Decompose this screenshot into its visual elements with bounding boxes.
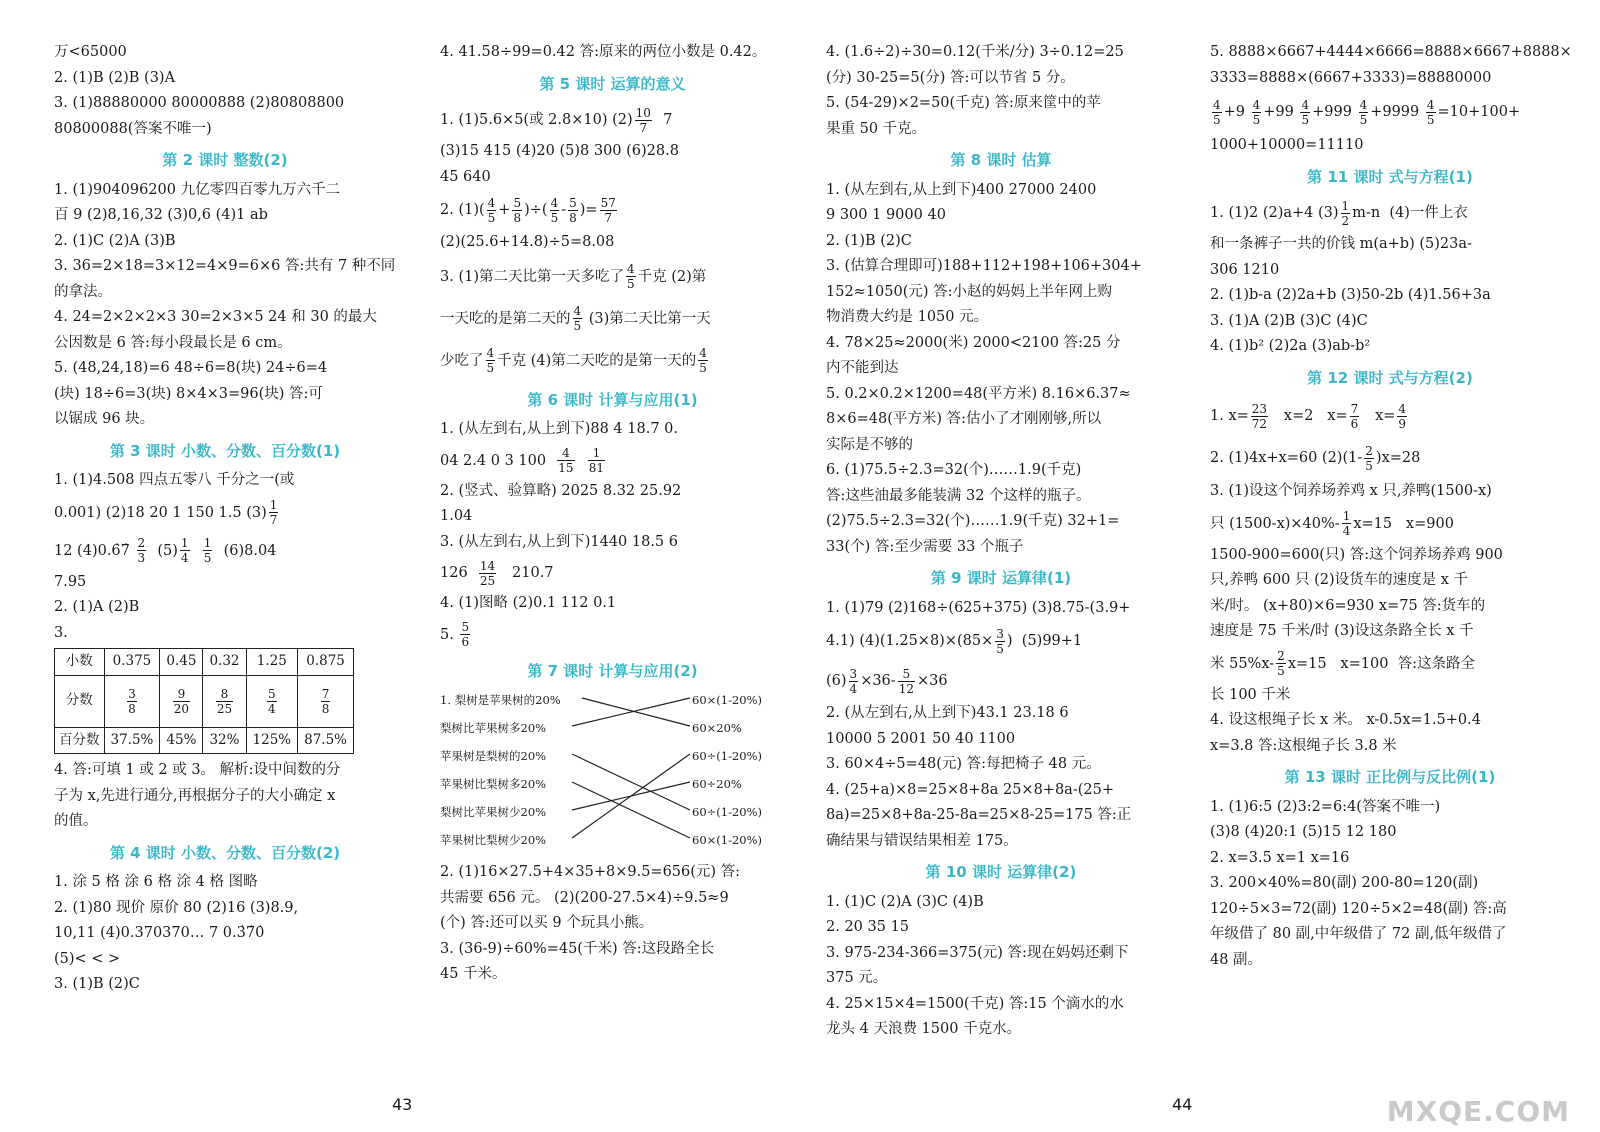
- fraction: $\frac{7}{6}$: [1350, 401, 1359, 431]
- fraction: $\frac{9}{20}$: [173, 686, 190, 716]
- lesson-heading: 第 11 课时 式与方程(1): [1307, 167, 1473, 186]
- match-left-item: 梨树比苹果树多20%: [440, 721, 547, 735]
- answer-line: 2. (1)80 现价 原价 80 (2)16 (3)8.9,: [54, 899, 299, 916]
- answer-line: (2)(25.6+14.8)÷5=8.08: [440, 234, 615, 250]
- answer-line: 80800088(答案不唯一): [54, 120, 212, 137]
- lesson-heading: 第 10 课时 运算律(2): [925, 863, 1077, 881]
- fraction: $\frac{7}{8}$: [321, 686, 330, 716]
- answer-line: 确结果与错误结果相差 175。: [826, 832, 1018, 849]
- answer-line: 2. (1)B (2)B (3)A: [54, 69, 176, 86]
- answer-line: 4.1) (4)(1.25×8)×(85× $\frac{3}{5}$ ) (5)99+1: [826, 626, 1083, 656]
- answer-line: 4. 41.58÷99=0.42 答:原来的两位小数是 0.42。: [440, 44, 767, 60]
- answer-line: 2. 20 35 15: [826, 919, 910, 935]
- column-3: [826, 40, 1176, 1043]
- lesson-heading: 第 12 课时 式与方程(2): [1307, 368, 1473, 387]
- answer-line: 5. 0.2×0.2×1200=48(平方米) 8.16×6.37≈: [826, 385, 1131, 402]
- answer-line: 内不能到达: [826, 360, 899, 376]
- answer-line: 2. (1)B (2)C: [826, 232, 912, 249]
- answer-line: 年级借了 80 副,中年级借了 72 副,低年级借了: [1210, 926, 1507, 942]
- table-row: 分数 $\frac{3}{8}$ $\frac{9}{20}$ $\frac{8}{25}$ $\frac{5}{4}$ $\frac{7}{8}$: [55, 675, 354, 727]
- answer-line: (3)8 (4)20:1 (5)15 12 180: [1210, 824, 1397, 840]
- answer-line: 1. (从左到右,从上到下)88 4 18.7 0.: [440, 421, 678, 437]
- answer-line: 3. (1)88880000 80000888 (2)80808800: [54, 95, 345, 111]
- match-left-item: 梨树比苹果树少20%: [440, 805, 547, 819]
- answer-line: 1. (1)4.508 四点五零八 千分之一(或: [54, 472, 295, 488]
- fraction: $\frac{4}{5}$: [1213, 97, 1221, 127]
- answer-line: 少吃了 $\frac{4}{5}$ 千克 (4)第二天吃的是第一天的 $\frac{4}{5}$: [440, 346, 707, 375]
- lesson-heading: 第 13 课时 正比例与反比例(1): [1284, 768, 1496, 786]
- fraction: $\frac{4}{15}$: [558, 446, 574, 475]
- watermark: MXQE.COM: [1386, 1094, 1570, 1128]
- lesson-heading: 第 3 课时 小数、分数、百分数(1): [109, 441, 341, 460]
- lesson-heading: 第 7 课时 计算与应用(2): [527, 661, 698, 680]
- answer-line: 2. (1)( $\frac{4}{5}$ + $\frac{5}{8}$ )÷( $\frac{4}{5}$ - $\frac{5}{8}$ )= $\frac{57}{7}$: [440, 195, 616, 225]
- answer-line: 0.001) (2)18 20 1 150 1.5 (3) $\frac{1}{7}$: [54, 498, 278, 527]
- match-right-item: 60÷20%: [692, 777, 742, 791]
- answer-line: 1. (1)79 (2)168÷(625+375) (3)8.75-(3.9+: [826, 599, 1131, 616]
- fraction: $\frac{1}{81}$: [588, 446, 605, 475]
- fraction: $\frac{3}{8}$: [128, 686, 136, 716]
- answer-line: 8×6=48(平方米) 答:估小了才刚刚够,所以: [826, 411, 1102, 427]
- fraction: $\frac{1}{5}$: [203, 536, 212, 565]
- answer-line: 百 9 (2)8,16,32 (3)0,6 (4)1 ab: [54, 207, 268, 223]
- answer-line: 3. (1)设这个饲养场养鸡 x 只,养鸭(1500-x): [1210, 483, 1492, 499]
- answer-line: 3. (从左到右,从上到下)1440 18.5 6: [440, 533, 678, 550]
- answer-line: 152≈1050(元) 答:小赵的妈妈上半年网上购: [826, 283, 1113, 300]
- answer-line: 4. 设这根绳子长 x 米。 x-0.5x=1.5+0.4: [1210, 712, 1481, 728]
- fraction: $\frac{1}{4}$: [1342, 509, 1351, 538]
- answer-line: 3. 60×4÷5=48(元) 答:每把椅子 48 元。: [826, 756, 1101, 772]
- answer-line: (3)15 415 (4)20 (5)8 300 (6)28.8: [440, 143, 679, 159]
- answer-line: x=3.8 答:这根绳子长 3.8 米: [1210, 737, 1397, 754]
- conversion-table: [54, 648, 354, 754]
- fraction: $\frac{4}{5}$: [573, 304, 582, 333]
- fraction: $\frac{4}{5}$: [1252, 97, 1261, 127]
- answer-line: 5. $\frac{5}{6}$: [440, 620, 470, 649]
- answer-line: 4. 答:可填 1 或 2 或 3。 解析:设中间数的分: [54, 762, 341, 778]
- fraction: $\frac{4}{5}$: [487, 195, 496, 225]
- fraction: $\frac{1}{2}$: [1341, 198, 1350, 228]
- answer-line: 10,11 (4)0.370370… 7 0.3̇7̇0̇: [54, 925, 265, 941]
- match-left-item: 苹果树比梨树少20%: [440, 833, 547, 847]
- answer-line: 长 100 千米: [1210, 686, 1291, 703]
- fraction: $\frac{23}{72}$: [1251, 401, 1268, 431]
- answer-line: 10000 5 2001 50 40 1100: [826, 730, 1016, 747]
- answer-line: 5. (54-29)×2=50(千克) 答:原来筐中的苹: [826, 95, 1101, 111]
- lesson-heading: 第 5 课时 运算的意义: [539, 74, 686, 93]
- answer-line: 375 元。: [826, 970, 888, 986]
- answer-line: 1.04: [440, 508, 473, 524]
- fraction: $\frac{4}{5}$: [550, 195, 559, 225]
- answer-line: 2. x=3.5 x=1 x=16: [1210, 849, 1350, 866]
- answer-line: 126 $\frac{14}{25}$ 210.7: [440, 558, 554, 588]
- answer-line: 33(个) 答:至少需要 33 个瓶子: [826, 538, 1024, 555]
- fraction: $\frac{3}{5}$: [996, 626, 1004, 656]
- answer-line: 4. 24=2×2×2×3 30=2×3×5 24 和 30 的最大: [54, 309, 377, 325]
- answer-line: 公因数是 6 答:每小段最长是 6 cm。: [54, 334, 292, 351]
- answer-line: 2. (1)C (2)A (3)B: [54, 232, 176, 249]
- lesson-heading: 第 8 课时 估算: [950, 151, 1052, 169]
- fraction: $\frac{57}{7}$: [600, 195, 616, 225]
- column-4: [1210, 40, 1570, 973]
- match-right-item: 60×(1-20%): [692, 833, 763, 847]
- answer-line: 5. 8888×6667+4444×6666=8888×6667+8888×: [1210, 44, 1572, 60]
- matching-exercise: [440, 688, 785, 856]
- answer-line: 以锯成 96 块。: [54, 411, 155, 427]
- answer-line: 3. (1)B (2)C: [54, 976, 140, 992]
- answer-line: 2. (1)b-a (2)2a+b (3)50-2b (4)1.56+3a: [1210, 287, 1491, 303]
- answer-line: 3. (估算合理即可)188+112+198+106+304+: [826, 258, 1142, 274]
- table-row: 百分数 37.5% 45% 32% 125% 87.5%: [55, 727, 354, 754]
- answer-line: 只,养鸭 600 只 (2)设货车的速度是 x 千: [1210, 572, 1469, 588]
- fraction: $\frac{14}{25}$: [479, 558, 496, 588]
- fraction: $\frac{5}{6}$: [461, 620, 470, 649]
- answer-line: (2)75.5÷2.3=32(个)……1.9(千克) 32+1=: [826, 513, 1120, 529]
- answer-line: 4. (25+a)×8=25×8+8a 25×8+8a-(25+: [826, 781, 1114, 798]
- answer-line: 2. (竖式、验算略) 2025 8.32 25.92: [440, 482, 682, 499]
- answer-line: 1500-900=600(只) 答:这个饲养场养鸡 900: [1210, 546, 1503, 563]
- answer-line: 3. 36=2×18=3×12=4×9=6×6 答:共有 7 种不同: [54, 258, 396, 274]
- answer-line: (个) 答:还可以买 9 个玩具小熊。: [440, 915, 654, 931]
- answer-line: 4. (1.6÷2)÷30=0.12(千米/分) 3÷0.12=25: [826, 44, 1124, 60]
- answer-line: 1. (从左到右,从上到下)400 27000 2400: [826, 181, 1097, 198]
- match-right-item: 60×(1-20%): [692, 693, 763, 707]
- fraction: $\frac{4}{5}$: [1359, 97, 1368, 127]
- column-2: [440, 40, 785, 988]
- match-left-item: 苹果树比梨树多20%: [440, 777, 547, 791]
- answer-line: 实际是不够的: [826, 436, 913, 453]
- answer-line: 米/时。 (x+80)×6=930 x=75 答:货车的: [1210, 597, 1486, 614]
- match-right-item: 60÷(1-20%): [692, 805, 763, 819]
- answer-line: 3.: [54, 624, 68, 641]
- answer-line: 的拿法。: [54, 283, 112, 300]
- fraction: $\frac{2}{5}$: [1277, 649, 1285, 678]
- answer-line: 1. x= $\frac{23}{72}$ x=2 x= $\frac{7}{6}$ x= $\frac{4}{9}$: [1210, 401, 1407, 431]
- fraction: $\frac{4}{5}$: [1426, 97, 1435, 127]
- answer-line: 120÷5×3=72(副) 120÷5×2=48(副) 答:高: [1210, 900, 1507, 917]
- answer-line: 3. 975-234-366=375(元) 答:现在妈妈还剩下: [826, 944, 1129, 961]
- answer-line: 龙头 4 天浪费 1500 千克水。: [826, 1021, 1022, 1037]
- fraction: $\frac{4}{5}$: [1301, 97, 1310, 127]
- match-left-item: 苹果树是梨树的20%: [440, 749, 547, 763]
- answer-line: 4. 25×15×4=1500(千克) 答:15 个滴水的水: [826, 995, 1124, 1012]
- fraction: $\frac{5}{8}$: [569, 195, 577, 225]
- fraction: $\frac{5}{4}$: [268, 686, 276, 716]
- answer-line: (块) 18÷6=3(块) 8×4×3=96(块) 答:可: [54, 385, 323, 402]
- answer-line: 12 (4)0.6̇7̇ $\frac{2}{3}$ (5) $\frac{1}{4}$ $\frac{1}{5}$ (6)8.04: [54, 536, 277, 565]
- answer-line: 4. 78×25≈2000(米) 2000<2100 答:25 分: [826, 334, 1121, 351]
- answer-line: 1000+10000=11110: [1210, 137, 1364, 153]
- answer-line: 8a)=25×8+8a-25-8a=25×8-25=175 答:正: [826, 807, 1132, 823]
- page-number: 43: [392, 1095, 413, 1114]
- fraction: $\frac{5}{8}$: [513, 195, 522, 225]
- fraction: $\frac{4}{9}$: [1398, 401, 1407, 431]
- answer-line: (6) $\frac{3}{4}$ ×36- $\frac{5}{12}$ ×36: [826, 666, 948, 696]
- fraction: $\frac{2}{5}$: [1365, 443, 1373, 473]
- answer-line: 的值。: [54, 813, 98, 829]
- lesson-heading: 第 6 课时 计算与应用(1): [527, 390, 698, 409]
- answer-line: 04 2.4 0 3 100 $\frac{4}{15}$ $\frac{1}{81}$: [440, 446, 605, 475]
- match-right-item: 60×20%: [692, 721, 742, 735]
- lesson-heading: 第 2 课时 整数(2): [162, 151, 288, 169]
- answer-line: 45 640: [440, 168, 491, 185]
- fraction: $\frac{1}{7}$: [269, 498, 278, 527]
- answer-line: 1. (1)C (2)A (3)C (4)B: [826, 893, 984, 910]
- answer-line: 2. (1)16×27.5+4×35+8×9.5=656(元) 答:: [440, 864, 741, 880]
- answer-line: 1. 涂 5 格 涂 6 格 涂 4 格 图略: [54, 874, 258, 890]
- answer-line: (5)< < >: [54, 950, 121, 967]
- answer-line: 物消费大约是 1050 元。: [826, 309, 989, 325]
- answer-line: 3. (1)第二天比第一天多吃了 $\frac{4}{5}$ 千克 (2)第: [440, 262, 707, 291]
- answer-line: 9 300 1 9000 40: [826, 207, 946, 223]
- fraction: $\frac{4}{5}$: [486, 346, 495, 375]
- answer-line: 3. (1)A (2)B (3)C (4)C: [1210, 312, 1368, 329]
- answer-line: 一天吃的是第二天的 $\frac{4}{5}$ (3)第二天比第一天: [440, 304, 711, 333]
- answer-line: 45 千米。: [440, 966, 507, 982]
- fraction: $\frac{8}{25}$: [216, 686, 233, 716]
- fraction: $\frac{10}{7}$: [635, 105, 651, 135]
- answer-line: 4. (1)图略 (2)0.1 112 0.1: [440, 595, 617, 611]
- fraction: $\frac{2}{3}$: [137, 536, 146, 565]
- lesson-heading: 第 4 课时 小数、分数、百分数(2): [109, 843, 341, 862]
- answer-line: 万<65000: [54, 44, 127, 60]
- answer-line: $\frac{4}{5}$ +9 $\frac{4}{5}$ +99 $\frac{4}{5}$ +999 $\frac{4}{5}$ +9999 $\frac{4}{5}$ =10+100+: [1213, 97, 1521, 127]
- answer-line: 6. (1)75.5÷2.3=32(个)……1.9(千克): [826, 462, 1082, 478]
- answer-line: 1. (1)5.6×5(或 2.8×10) (2) $\frac{10}{7}$ 7: [440, 105, 673, 135]
- answer-line: 共需要 656 元。 (2)(200-27.5×4)÷9.5≈9: [440, 889, 729, 906]
- answer-line: (分) 30-25=5(分) 答:可以节省 5 分。: [826, 69, 1075, 86]
- answer-line: 2. (1)4x+x=60 (2)(1- $\frac{2}{5}$ )x=28: [1210, 443, 1421, 473]
- page-number: 44: [1172, 1095, 1193, 1114]
- answer-line: 1. (1)904096200 九亿零四百零九万六千二: [54, 181, 341, 198]
- answer-line: 2. (1)A (2)B: [54, 599, 140, 615]
- lesson-heading: 第 9 课时 运算律(1): [930, 569, 1072, 587]
- answer-line: 1. (1)2 (2)a+4 (3) $\frac{1}{2}$ m-n (4)一件上衣: [1210, 198, 1468, 228]
- answer-line: 306 1210: [1210, 261, 1280, 278]
- answer-line: 米 55%x- $\frac{2}{5}$ x=15 x=100 答:这条路全: [1210, 649, 1476, 678]
- match-left-item: 1. 梨树是苹果树的20%: [440, 693, 561, 707]
- answer-line: 7.95: [54, 573, 87, 590]
- answer-line: 只 (1500-x)×40%- $\frac{1}{4}$ x=15 x=900: [1210, 509, 1454, 538]
- answer-line: 3333=8888×(6667+3333)=88880000: [1210, 69, 1492, 86]
- answer-line: 和一条裤子一共的价钱 m(a+b) (5)23a-: [1210, 236, 1472, 252]
- answer-line: 5. (48,24,18)=6 48÷6=8(块) 24÷6=4: [54, 360, 328, 376]
- answer-line: 答:这些油最多能装满 32 个这样的瓶子。: [826, 487, 1091, 504]
- answer-line: 4. (1)b² (2)2a (3)ab-b²: [1210, 338, 1371, 354]
- fraction: $\frac{5}{12}$: [898, 666, 914, 696]
- fraction: $\frac{4}{5}$: [626, 262, 635, 291]
- answer-line: 速度是 75 千米/时 (3)设这条路全长 x 千: [1210, 623, 1474, 639]
- answer-line: 48 副。: [1210, 951, 1263, 968]
- answer-line: 果重 50 千克。: [826, 120, 927, 137]
- fraction: $\frac{3}{4}$: [849, 666, 858, 696]
- fraction: $\frac{4}{5}$: [699, 346, 707, 375]
- fraction: $\frac{1}{4}$: [180, 536, 189, 565]
- answer-line: 1. (1)6:5 (2)3:2=6:4(答案不唯一): [1210, 798, 1441, 815]
- answer-line: 2. (从左到右,从上到下)43.1 23.18 6: [826, 705, 1069, 721]
- column-1: [54, 40, 396, 998]
- table-row: 小数 0.375 0.45 0.32 1.25 0.875: [55, 649, 354, 676]
- answer-line: 子为 x,先进行通分,再根据分子的大小确定 x: [54, 787, 336, 804]
- answer-line: 3. (36-9)÷60%=45(千米) 答:这段路全长: [440, 940, 715, 957]
- match-right-item: 60÷(1-20%): [692, 749, 763, 763]
- answer-line: 3. 200×40%=80(副) 200-80=120(副): [1210, 875, 1479, 891]
